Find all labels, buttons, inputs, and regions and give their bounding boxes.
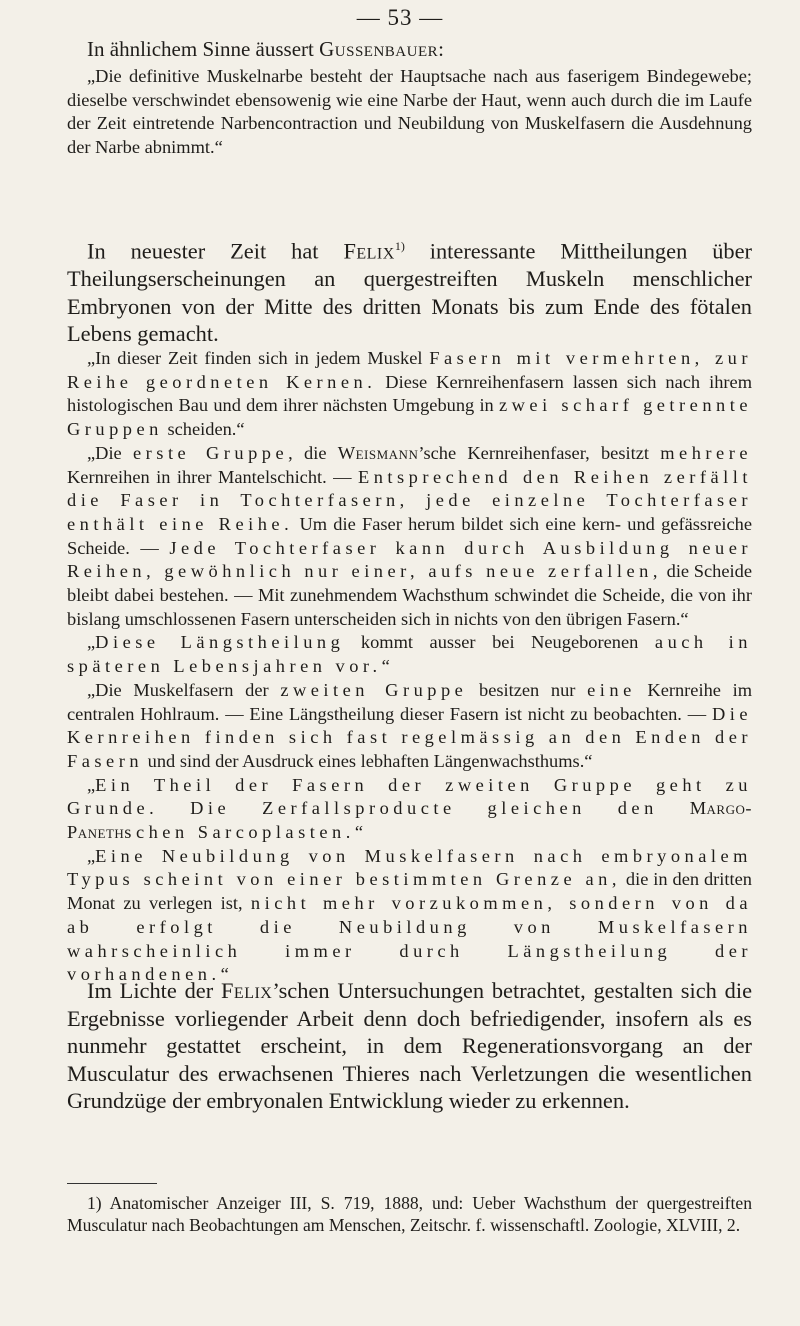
- q4-b: Diese Längstheilung: [95, 632, 345, 653]
- q6-d: schen Sarcoplasten.: [124, 822, 355, 843]
- q3-i: Um die Faser herum bildet sich eine kern- und gefässreiche Scheide. —: [67, 513, 752, 558]
- q7-d: nicht mehr vorzukommen, sondern von da ab erfolgt die Neubildung von Muskelfasern wahrscheinlich immer durch Längstheilung der vorhandenen.: [67, 893, 753, 985]
- q5-a: „Die Muskelfasern der: [87, 679, 281, 700]
- para3-a: Im Lichte der: [87, 978, 221, 1003]
- q7-a: „: [87, 845, 96, 866]
- conclusion-paragraph: [67, 977, 752, 1115]
- q7-b: Eine Neubildung von Muskelfasern nach embryonalem Typus scheint von einer bestimmten Grenze an,: [67, 845, 752, 890]
- q6-a: „: [87, 774, 96, 795]
- q7-c: die in den dritten Monat zu verlegen ist,: [67, 869, 752, 914]
- intro-lead: In ähnlichem Sinne äussert: [87, 37, 320, 61]
- q3-k: die Scheide bleibt dabei bestehen. — Mit zunehmendem Wachsthum schwindet die Scheide, die von ihr bislang umschlossenen Fasern unterscheiden sich in nichts von den übrigen Fasern.“: [67, 561, 752, 629]
- q6-e: “: [354, 822, 363, 843]
- q2-e: scheiden.“: [162, 419, 245, 440]
- para3-c: ’schen Untersuchungen betrachtet, gestalten sich die Ergebnisse vorliegender Arbeit denn doch befriedigender, insofern als es nunmehr gestattet erscheint, in dem Regenerationsvorgang an der Musculatur des erwachsenen Thieres nach Verletzungen die wesentlichen Grundzüge der embryonalen Entwicklung wieder zu erkennen.: [67, 978, 753, 1114]
- q5-d: eine: [587, 679, 636, 700]
- footnote-ref: 1): [394, 239, 405, 253]
- felix-tail: interessante Mittheilungen über Theilungserscheinungen an quergestreiften Muskeln menschlicher Embryonen von der Mitte des dritten Monats bis zum Ende des fötalen Lebens gemacht.: [67, 238, 752, 347]
- q2-d: zwei scharf getrennte Gruppen: [67, 395, 752, 440]
- q3-a: „Die: [87, 442, 133, 463]
- q3-h: Entsprechend den Reihen zerfällt die Faser in Tochterfasern, jede einzelne Tochterfaser enthält eine Reihe.: [67, 466, 752, 534]
- quote-gussenbauer: [67, 65, 752, 160]
- q4-d: auch in späteren Lebensjahren vor.: [67, 632, 752, 677]
- felix-quotes: [67, 347, 752, 987]
- quote-erste-gruppe: [67, 442, 752, 632]
- q5-f: Die Kernreihen finden sich fast regelmässig an den Enden der Fasern: [67, 703, 752, 771]
- intro-tail: :: [438, 37, 444, 61]
- q4-a: „: [87, 632, 96, 653]
- quote-gussenbauer-text: „Die definitive Muskelnarbe besteht der Hauptsache nach aus faserigem Bindegewebe; dieselbe verschwindet ebensowenig wie eine Narbe der Haut, wenn auch durch die im Laufe der Zeit eintretende Narbencontraction und Neubildung von Muskelfasern die Ausdehnung der Narbe abnimmt.“: [67, 66, 752, 158]
- q3-e: ’sche Kernreihenfaser, besitzt: [418, 442, 661, 463]
- quote-laengstheilung: [67, 631, 752, 678]
- quote-kernreihen: [67, 347, 752, 442]
- q3-j: Jede Tochterfaser kann durch Ausbildung neuer Reihen, gewöhnlich nur einer, aufs neue zerfallen,: [67, 537, 752, 582]
- intro-paragraph: [67, 36, 752, 64]
- felix-intro-paragraph: [67, 233, 752, 348]
- q2-a: „In dieser Zeit finden sich in jedem Muskel: [87, 348, 430, 368]
- q3-c: , die: [288, 442, 338, 463]
- q5-b: zweiten Gruppe: [280, 679, 468, 700]
- q4-e: “: [381, 656, 390, 677]
- footnote-rule: [67, 1183, 157, 1184]
- q5-g: und sind der Ausdruck eines lebhaften Längenwachsthums.“: [143, 750, 593, 771]
- author-gussenbauer: Gussenbauer: [319, 37, 439, 61]
- q3-g: Kernreihen in ihrer Mantelschicht. —: [67, 466, 358, 487]
- q2-c: Diese Kernreihenfasern lassen sich nach ihrem histologischen Bau und dem ihrer nächsten Umgebung in: [67, 371, 752, 416]
- q6-b: Ein Theil der Fasern der zweiten Gruppe geht zu Grunde. Die Zerfallsproducte gleichen den: [67, 774, 752, 819]
- q3-d: Weismann: [337, 442, 419, 463]
- quote-neubildung: [67, 845, 752, 987]
- q2-b: Fasern mit vermehrten, zur Reihe geordneten Kernen.: [67, 348, 752, 392]
- author-felix-2: Felix: [220, 978, 273, 1003]
- q5-c: besitzen nur: [467, 679, 588, 700]
- q5-e: Kernreihe im centralen Hohlraum. — Eine Längstheilung dieser Fasern ist nicht zu beobachten. —: [67, 679, 753, 724]
- quote-zerfall: [67, 774, 752, 845]
- author-felix: Felix: [343, 238, 395, 264]
- felix-lead: In neuester Zeit hat: [87, 238, 344, 264]
- page-number: — 53 —: [356, 5, 444, 30]
- footnote: [67, 1193, 752, 1237]
- footnote-text: 1) Anatomischer Anzeiger III, S. 719, 1888, und: Ueber Wachsthum der quergestreiften Musculatur nach Beobachtungen am Menschen, Zeitschr. f. wissenschaftl. Zoologie, XLVIII, 2.: [67, 1193, 752, 1235]
- q7-e: “: [220, 964, 229, 985]
- q3-b: erste Gruppe: [133, 442, 289, 463]
- q3-f: mehrere: [660, 442, 752, 463]
- q6-c: Margo-Paneth: [67, 798, 752, 843]
- q4-c: kommt ausser bei Neugeborenen: [344, 632, 655, 653]
- quote-zweite-gruppe: [67, 679, 752, 774]
